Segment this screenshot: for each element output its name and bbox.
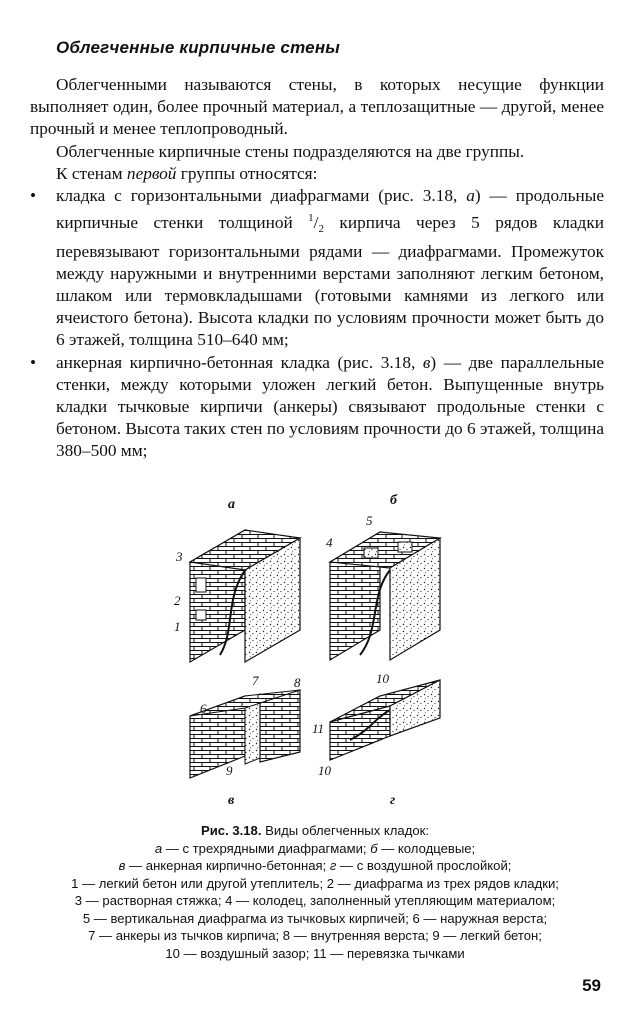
caption-letter: а [154,840,163,856]
paragraph-first-group [30,163,604,185]
text-fragment: группы относятся: [176,163,318,183]
caption-line-1 [20,840,610,858]
figure-ref-letter: а [466,186,475,206]
fraction-numerator: 1 [308,212,314,225]
callout-2: 2 [174,593,181,608]
page-number: 59 [582,976,601,995]
text-fragment: кирпича через 5 рядов кладки перевязывают горизонтальными рядами — диафрагмами. Промежуток между наружными и внутренними верстами заполняют легким бетоном, шлаком или термовкладышами (готовыми камнями из легкого или ячеистого бетона). Высота кладки по условиям прочности может быть до 6 этажей, толщина 510–640 мм; [56,212,604,350]
caption-title: Рис. 3.18. [201,823,262,838]
panel-d-drawing [330,680,440,760]
callout-9: 9 [226,763,233,778]
emphasis-first: первой [126,163,177,183]
caption-line-2 [20,857,610,875]
callout-10-bottom: 10 [318,763,331,778]
caption-text: — с трехрядными диафрагмами; [162,840,371,856]
section-heading: Облегченные кирпичные стены [56,38,341,57]
callout-4: 4 [326,535,333,550]
caption-letter: г [329,858,337,873]
caption-line-3: 1 — легкий бетон или другой утеплитель; 2 — диафрагма из трех рядов кладки; [71,875,559,891]
callout-8: 8 [294,675,301,690]
caption-line-7: 10 — воздушный зазор; 11 — перевязка тычками [165,945,465,961]
text-fragment: ) — две параллельные стенки, между которыми уложен легкий бетон. Выпущенные внутрь кладки тычковые кирпичи (анкеры) связывают продольные стенки с бетоном. Высота таких стен по условиям прочности до 6 этажей, толщина 380–500 мм; [56,352,604,461]
callout-11: 11 [312,721,325,736]
masonry-illustration [150,490,480,810]
paragraph-groups: Облегченные кирпичные стены подразделяются на две группы. [56,141,525,161]
caption-subtitle: Виды облегченных кладок: [261,823,429,838]
callout-10-top: 10 [376,671,389,686]
list-item-anchor-masonry [30,352,604,463]
text-fragment: кладка с горизонтальными диафрагмами (рис. 3.18, [56,186,467,206]
panel-a-drawing [190,530,300,662]
figure-ref-letter: в [422,352,431,372]
callout-3: 3 [176,549,183,564]
panel-b-drawing [330,532,440,660]
caption-text: — с воздушной прослойкой; [336,858,512,873]
figure-masonry-types [150,490,480,810]
callout-6: 6 [200,701,207,716]
callout-1: 1 [174,619,181,634]
bullet-icon: • [30,352,37,372]
body-text [30,74,604,463]
paragraph-definition: Облегченными называются стены, в которых несущие функции выполняет один, более прочный материал, а теплозащитные — другой, менее прочный и менее теплопроводный. [30,75,604,139]
panel-label-b: б [390,493,397,508]
panel-label-d: г [390,793,396,808]
caption-text: — анкерная кирпично-бетонная; [125,858,330,873]
caption-title-line [20,822,610,840]
text-fragment: К стенам [56,163,127,183]
figure-caption [20,822,610,962]
caption-line-6: 7 — анкеры из тычков кирпича; 8 — внутренняя верста; 9 — легкий бетон; [88,928,542,943]
callout-5: 5 [366,513,373,528]
caption-line-5: 5 — вертикальная диафрагма из тычковых кирпичей; 6 — наружная верста; [82,910,548,926]
text-fragment: анкерная кирпично-бетонная кладка (рис. 3.18, [56,352,423,372]
list-item-diaphragm-masonry: • кладка с горизонтальными диафрагмами (рис. 3.18, а) — продольные кирпичные стенки толщиной $^1/_2$ кирпича через 5 рядов кладки перевязывают горизонтальными рядами — диафрагмами. Промежуток между наружными и внутренними верстами заполняют легким бетоном, шлаком или термовкладышами (готовыми камнями из легкого или ячеистого бетона). Высота кладки по условиям прочности может быть до 6 этажей, толщина 510–640 мм; [30,186,604,350]
panel-label-c: в [228,793,235,808]
caption-letter: в [118,858,126,873]
panel-label-a: а [228,497,235,512]
caption-letter: б [370,840,378,856]
callout-7: 7 [252,673,259,688]
fraction-denominator: 2 [318,223,324,236]
bullet-icon: • [30,186,37,206]
text-fragment: ) — продольные кирпичные стенки толщиной [56,186,604,232]
caption-line-4: 3 — растворная стяжка; 4 — колодец, заполненный утепляющим материалом; [74,893,556,908]
caption-text: — колодцевые; [377,840,476,856]
